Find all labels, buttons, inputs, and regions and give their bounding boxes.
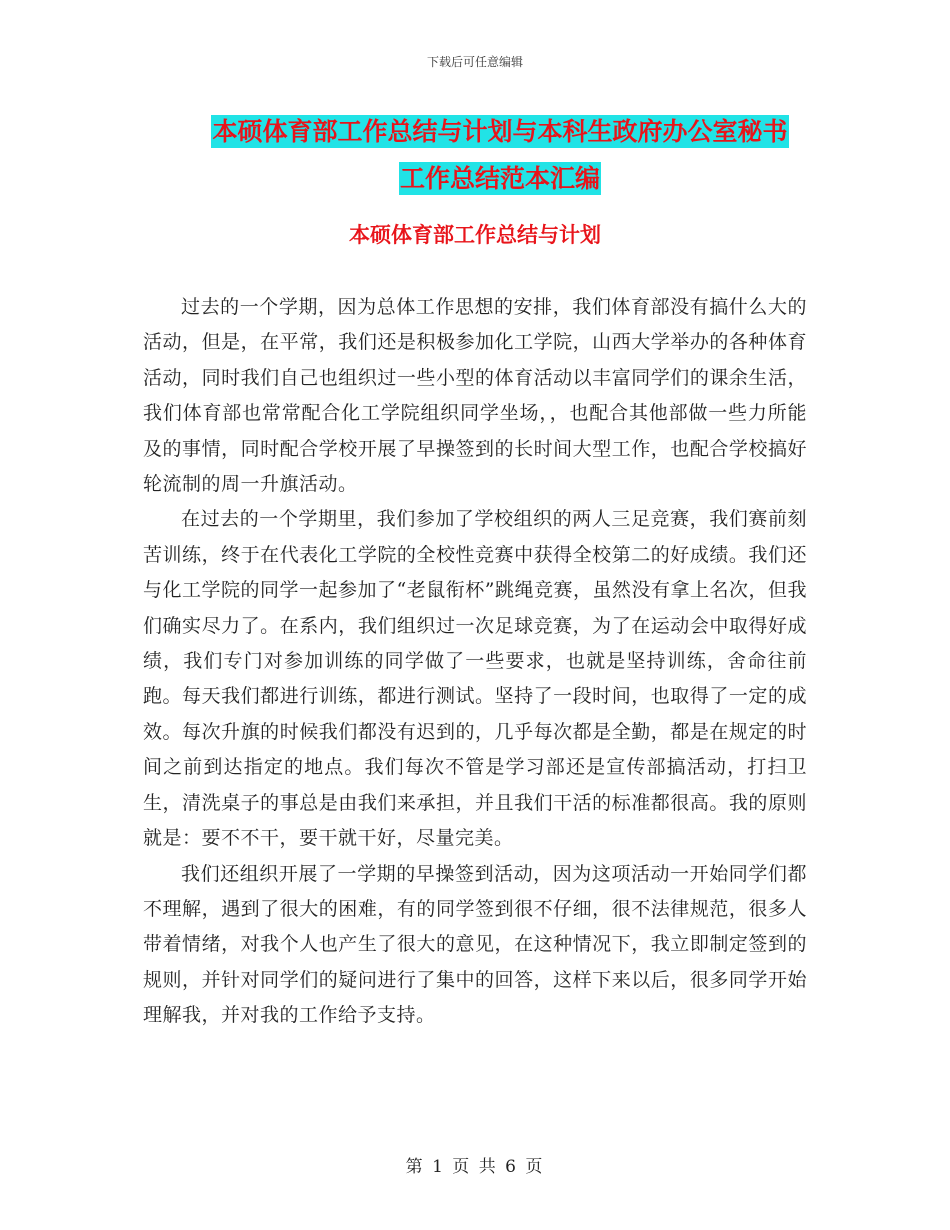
header-note: 下载后可任意编辑 — [426, 55, 523, 69]
document-title — [150, 108, 850, 202]
paragraph: 过去的一个学期，因为总体工作思想的安排，我们体育部没有搞什么大的活动，但是，在平常，我们还是积极参加化工学院，山西大学举办的各种体育活动，同时我们自己也组织过一些小型的体育活动以丰富同学们的课余生活，我们体育部也常常配合化工学院组织同学坐场，，也配合其他部做一些力所能及的事情，同时配合学校开展了早操签到的长时间大型工作，也配合学校搞好轮流制的周一升旗活动。 — [143, 296, 807, 496]
paragraph: 我们还组织开展了一学期的早操签到活动，因为这项活动一开始同学们都不理解，遇到了很大的困难，有的同学签到很不仔细，很不法律规范，很多人带着情绪，对我个人也产生了很大的意见，在这种情况下，我立即制定签到的规则，并针对同学们的疑问进行了集中的回答，这样下来以后，很多同学开始理解我，并对我的工作给予支持。 — [143, 862, 807, 1027]
paragraph: 在过去的一个学期里，我们参加了学校组织的两人三足竞赛，我们赛前刻苦训练，终于在代表化工学院的全校性竞赛中获得全校第二的好成绩。我们还与化工学院的同学一起参加了“老鼠衔杯”跳绳竞赛，虽然没有拿上名次，但我们确实尽力了。在系内，我们组织过一次足球竞赛，为了在运动会中取得好成绩，我们专门对参加训练的同学做了一些要求，也就是坚持训练，舍命往前跑。每天我们都进行训练，都进行测试。坚持了一段时间，也取得了一定的成效。每次升旗的时候我们都没有迟到的，几乎每次都是全勤，都是在规定的时间之前到达指定的地点。我们每次不管是学习部还是宣传部搞活动，打扫卫生，清洗桌子的事总是由我们来承担，并且我们干活的标准都很高。我的原则就是：要不不干，要干就干好，尽量完美。 — [143, 508, 807, 850]
document-title-line1: 本硕体育部工作总结与计划与本科生政府办公室秘书 — [212, 117, 788, 146]
document-title-line2: 工作总结范本汇编 — [399, 164, 600, 193]
body-text — [143, 290, 807, 1034]
page-footer: 第 1 页 共 6 页 — [405, 1157, 545, 1177]
section-title: 本硕体育部工作总结与计划 — [349, 223, 601, 247]
